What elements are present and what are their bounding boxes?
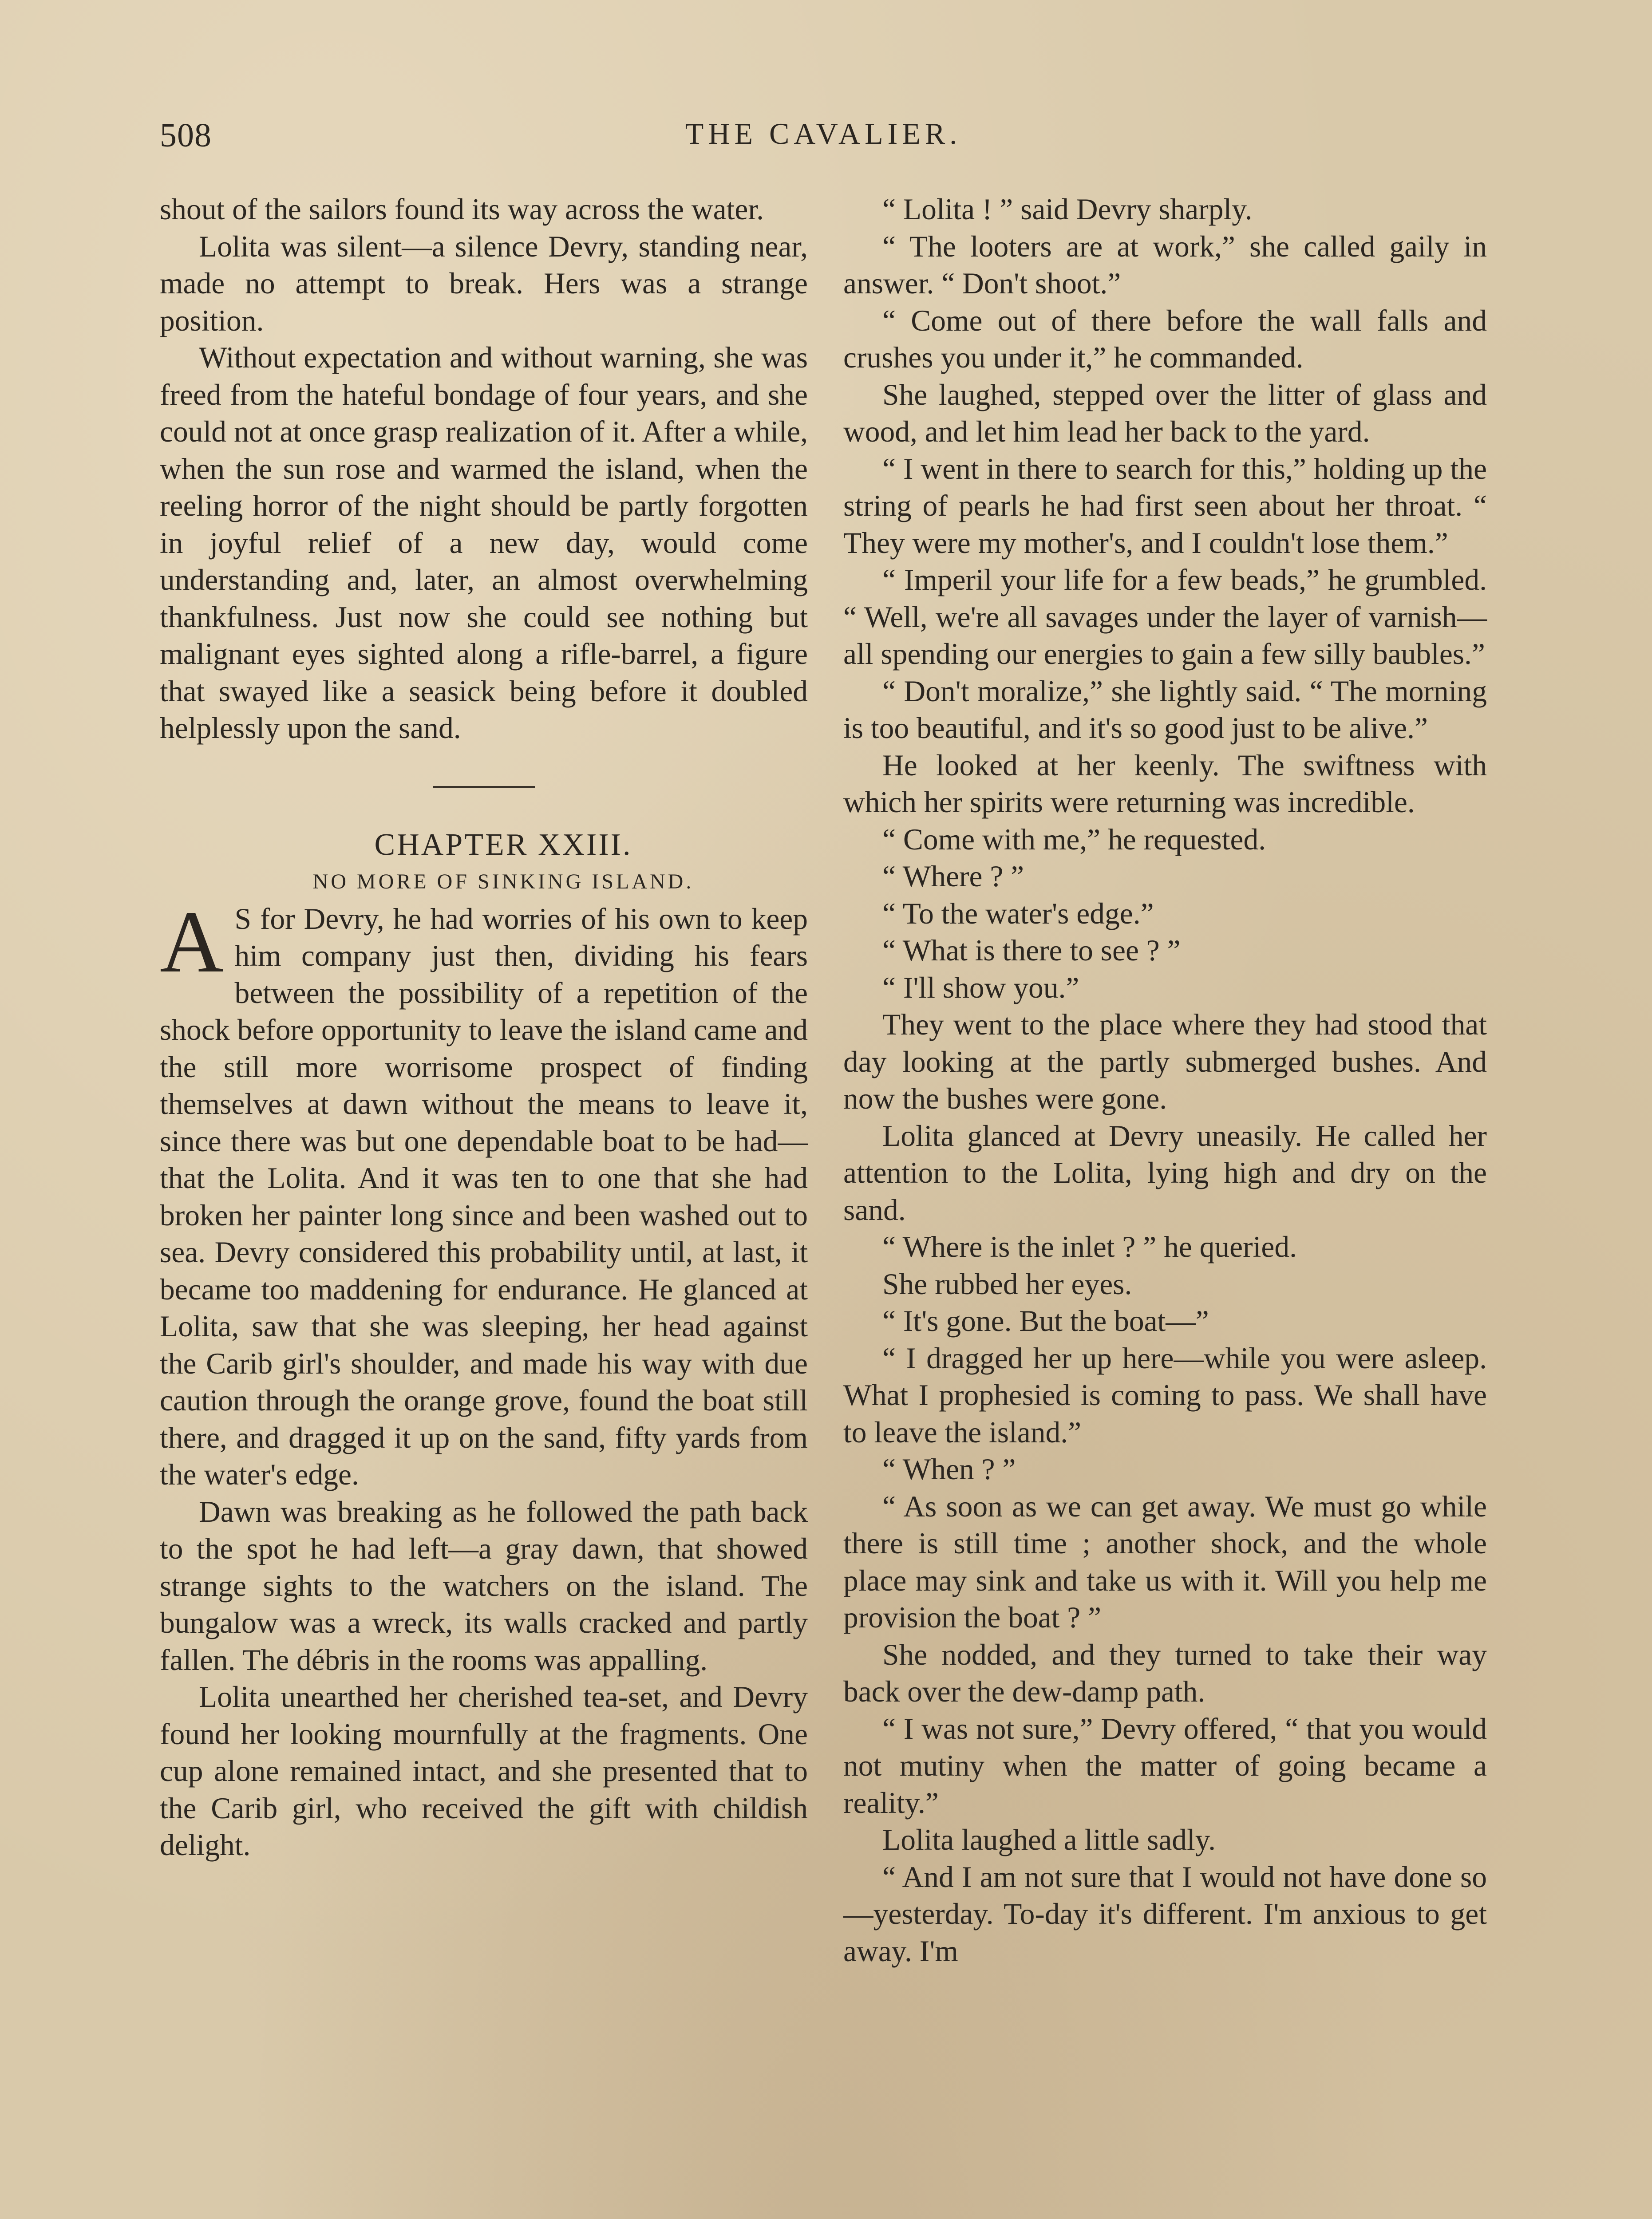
paragraph: Lolita laughed a little sadly. xyxy=(882,1823,1216,1856)
paragraph: She rubbed her eyes. xyxy=(882,1267,1132,1301)
paragraph: “ I dragged her up here—while you were asleep. What I prophesied is coming to pass. We shall have to leave the island.” xyxy=(843,1341,1487,1449)
paragraph: “ When ? ” xyxy=(882,1453,1016,1486)
paragraph: “ It's gone. But the boat—” xyxy=(882,1304,1209,1338)
paragraph: Lolita was silent—a silence Devry, standing near, made no attempt to break. Hers was a strange position. xyxy=(160,229,808,337)
paragraph: “ Come out of there before the wall falls and crushes you under it,” he commanded. xyxy=(843,304,1487,374)
paragraph: “ I was not sure,” Devry offered, “ that you would not mutiny when the matter of going became a reality.” xyxy=(843,1712,1487,1820)
paragraph: “ And I am not sure that I would not have done so—yesterday. To-day it's different. I'm anxious to get away. I'm xyxy=(843,1860,1487,1968)
drop-cap: A xyxy=(160,892,224,991)
left-column xyxy=(160,191,808,2219)
page-header xyxy=(160,116,1487,170)
running-title: THE CAVALIER. xyxy=(685,117,962,150)
paragraph: “ Come with me,” he requested. xyxy=(882,822,1266,856)
paragraph: “ What is there to see ? ” xyxy=(882,934,1181,967)
paragraph: “ Where is the inlet ? ” he queried. xyxy=(882,1230,1297,1263)
paragraph: “ Lolita ! ” said Devry sharply. xyxy=(882,193,1253,226)
chapter-title: CHAPTER XXIII. xyxy=(374,827,632,862)
paragraph: She laughed, stepped over the litter of glass and wood, and let him lead her back to the yard. xyxy=(843,378,1487,448)
chapter-subtitle: NO MORE OF SINKING ISLAND. xyxy=(312,870,694,893)
paragraph: Lolita glanced at Devry uneasily. He called her attention to the Lolita, lying high and dry on the sand. xyxy=(843,1119,1487,1227)
page-number: 508 xyxy=(160,117,212,154)
paragraph: Dawn was breaking as he followed the path back to the spot he had left—a gray dawn, that showed strange sights to the watchers on the island. The bungalow was a wreck, its walls cracked and partly fallen. The débris in the rooms was appalling. xyxy=(160,1495,808,1677)
paragraph: “ Imperil your life for a few beads,” he grumbled. “ Well, we're all savages under the layer of varnish—all spending our energies to gain a few silly baubles.” xyxy=(843,563,1487,671)
paragraph: “ Where ? ” xyxy=(882,860,1024,893)
paragraph: They went to the place where they had stood that day looking at the partly submerged bushes. And now the bushes were gone. xyxy=(843,1008,1487,1115)
paragraph: shout of the sailors found its way across the water. xyxy=(160,193,764,226)
paragraph: “ Don't moralize,” she lightly said. “ The morning is too beautiful, and it's so good just to be alive.” xyxy=(843,674,1487,745)
paragraph: Lolita unearthed her cherished tea-set, and Devry found her looking mournfully at the fragments. One cup alone remained intact, and she presented that to the Carib girl, who received the gift with childish delight. xyxy=(160,1680,808,1862)
paragraph: “ To the water's edge.” xyxy=(882,896,1154,930)
opening-paragraph xyxy=(160,892,808,1493)
right-column xyxy=(843,191,1487,2219)
paragraph: Without expectation and without warning, she was freed from the hateful bondage of four years, and she could not at once grasp realization of it. After a while, when the sun rose and warmed the island, when the reeling horror of the night should be partly forgotten in joyful relief of a new day, would come understanding and, later, an almost overwhelming thankfulness. Just now she could see nothing but malignant eyes sighted along a rifle-barrel, a figure that swayed like a seasick being before it doubled helplessly upon the sand. xyxy=(160,341,808,745)
paragraph: “ I'll show you.” xyxy=(882,971,1079,1004)
paragraph: “ The looters are at work,” she called gaily in answer. “ Don't shoot.” xyxy=(843,229,1487,300)
section-separator xyxy=(433,786,535,788)
paragraph: “ I went in there to search for this,” holding up the string of pearls he had first seen about her throat. “ They were my mother's, and I couldn't lose them.” xyxy=(843,452,1487,560)
paragraph: She nodded, and they turned to take their way back over the dew-damp path. xyxy=(843,1638,1487,1708)
paragraph: He looked at her keenly. The swiftness with which her spirits were returning was incredible. xyxy=(843,748,1487,819)
opening-paragraph-text: S for Devry, he had worries of his own to keep him company just then, dividing his fears between the possibility of a repetition of the shock before opportunity to leave the island came and the still more worrisome prospect of finding themselves at dawn without the means to leave it, since there was but one dependable boat to be had—that the Lolita. And it was ten to one that she had broken her painter long since and been washed out to sea. Devry considered this probability until, at last, it became too maddening for endurance. He glanced at Lolita, saw that she was sleeping, her head against the Carib girl's shoulder, and made his way with due caution through the orange grove, found the boat still there, and dragged it up on the sand, fifty yards from the water's edge. xyxy=(160,902,808,1491)
paragraph: “ As soon as we can get away. We must go while there is still time ; another shock, and the whole place may sink and take us with it. Will you help me provision the boat ? ” xyxy=(843,1489,1487,1634)
